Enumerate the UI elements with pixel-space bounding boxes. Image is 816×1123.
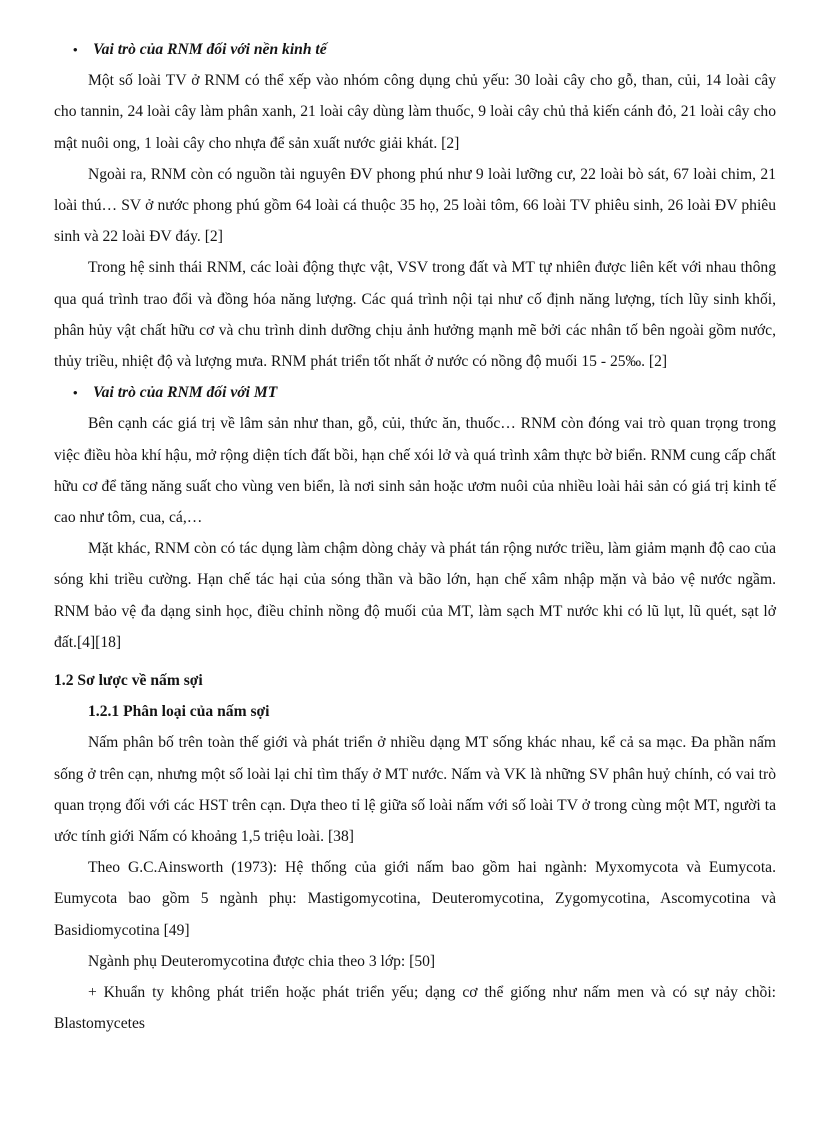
paragraph-plant-uses: Một số loài TV ở RNM có thể xếp vào nhóm công dụng chủ yếu: 30 loài cây cho gỗ, than, củi, 14 loài cây cho tannin, 24 loài cây làm phân xanh, 21 loài cây dùng làm thuốc, 9 loài cây chủ thả kiến cánh đỏ, 21 loài cây cho mật nuôi ong, 1 loài cây cho nhựa để sản xuất nước giải khát. [2] xyxy=(54,72,776,152)
section-heading-environment xyxy=(73,377,776,408)
document-page xyxy=(54,34,776,1040)
paragraph-animal-resources: Ngoài ra, RNM còn có nguồn tài nguyên ĐV phong phú như 9 loài lưỡng cư, 22 loài bò sát, 67 loài chim, 21 loài thú… SV ở nước phong phú gồm 64 loài cá thuộc 35 họ, 25 loài tôm, 66 loài TV phiêu sinh, 26 loài ĐV phiêu sinh và 22 loài ĐV đáy. [2] xyxy=(54,165,776,246)
heading-section-1-2-1: 1.2.1 Phân loại của nấm sợi xyxy=(88,703,270,721)
paragraph-blastomycetes: + Khuẩn ty không phát triển hoặc phát triển yếu; dạng cơ thể giống như nấm men và có sự nảy chồi: Blastomycetes xyxy=(54,984,776,1033)
section-heading-text: Vai trò của RNM đối với nền kinh tế xyxy=(93,41,327,58)
paragraph-deuteromycotina: Ngành phụ Deuteromycotina được chia theo 3 lớp: [50] xyxy=(88,952,436,970)
paragraph-fungi-distribution: Nấm phân bố trên toàn thế giới và phát triển ở nhiều dạng MT sống khác nhau, kể cả sa mạc. Đa phần nấm sống ở trên cạn, nhưng một số loài lại chỉ tìm thấy ở MT nước. Nấm và VK là những SV phân huỷ chính, có vai trò quan trọng đối với các HST trên cạn. Dựa theo tỉ lệ giữa số loài nấm với số loài TV ở trong cùng một MT, người ta ước tính giới Nấm có khoảng 1,5 triệu loài. [38] xyxy=(54,734,776,846)
heading-section-1-2: 1.2 Sơ lược về nấm sợi xyxy=(54,672,203,690)
paragraph-ainsworth: Theo G.C.Ainsworth (1973): Hệ thống của giới nấm bao gồm hai ngành: Myxomycota và Eumycota. Eumycota bao gồm 5 ngành phụ: Mastigomycotina, Deuteromycotina, Zygomycotina, Ascomycotina và Basidiomycotina [49] xyxy=(54,859,776,939)
paragraph-forest-products: Bên cạnh các giá trị về lâm sản như than, gỗ, củi, thức ăn, thuốc… RNM còn đóng vai trò quan trọng trong việc điều hòa khí hậu, mở rộng diện tích đất bồi, hạn chế xói lở và quá trình xâm thực bờ biển. RNM cung cấp chất hữu cơ để tăng năng suất cho vùng ven biển, là nơi sinh sản hoặc ươm nuôi của nhiều loài hải sản có giá trị kinh tế cao như tôm, cua, cá,… xyxy=(54,415,776,527)
bullet-icon: • xyxy=(73,42,78,57)
paragraph-protection: Mặt khác, RNM còn có tác dụng làm chậm dòng chảy và phát tán rộng nước triều, làm giảm mạnh độ cao của sóng khi triều cường. Hạn chế tác hại của sóng thần và bão lớn, hạn chế xâm nhập mặn và bảo vệ nước ngầm. RNM bảo vệ đa dạng sinh học, điều chỉnh nồng độ muối của MT, làm sạch MT nước khi có lũ lụt, lũ quét, sạt lở đất.[4][18] xyxy=(54,540,776,651)
section-heading-text: Vai trò của RNM đối với MT xyxy=(93,384,278,402)
paragraph-ecosystem: Trong hệ sinh thái RNM, các loài động thực vật, VSV trong đất và MT tự nhiên được liên kết với nhau thông qua quá trình trao đổi và đồng hóa năng lượng. Các quá trình nội tại như cố định năng lượng, tích lũy sinh khối, phân hủy vật chất hữu cơ và chu trình dinh dưỡng chịu ảnh hưởng mạnh mẽ bởi các nhân tố bên ngoài gồm nước, thủy triều, nhiệt độ và lượng mưa. RNM phát triển tốt nhất ở nước có nồng độ muối 15 - 25‰. [2] xyxy=(54,259,776,371)
section-heading-economy xyxy=(73,34,776,65)
bullet-icon: • xyxy=(73,385,78,401)
